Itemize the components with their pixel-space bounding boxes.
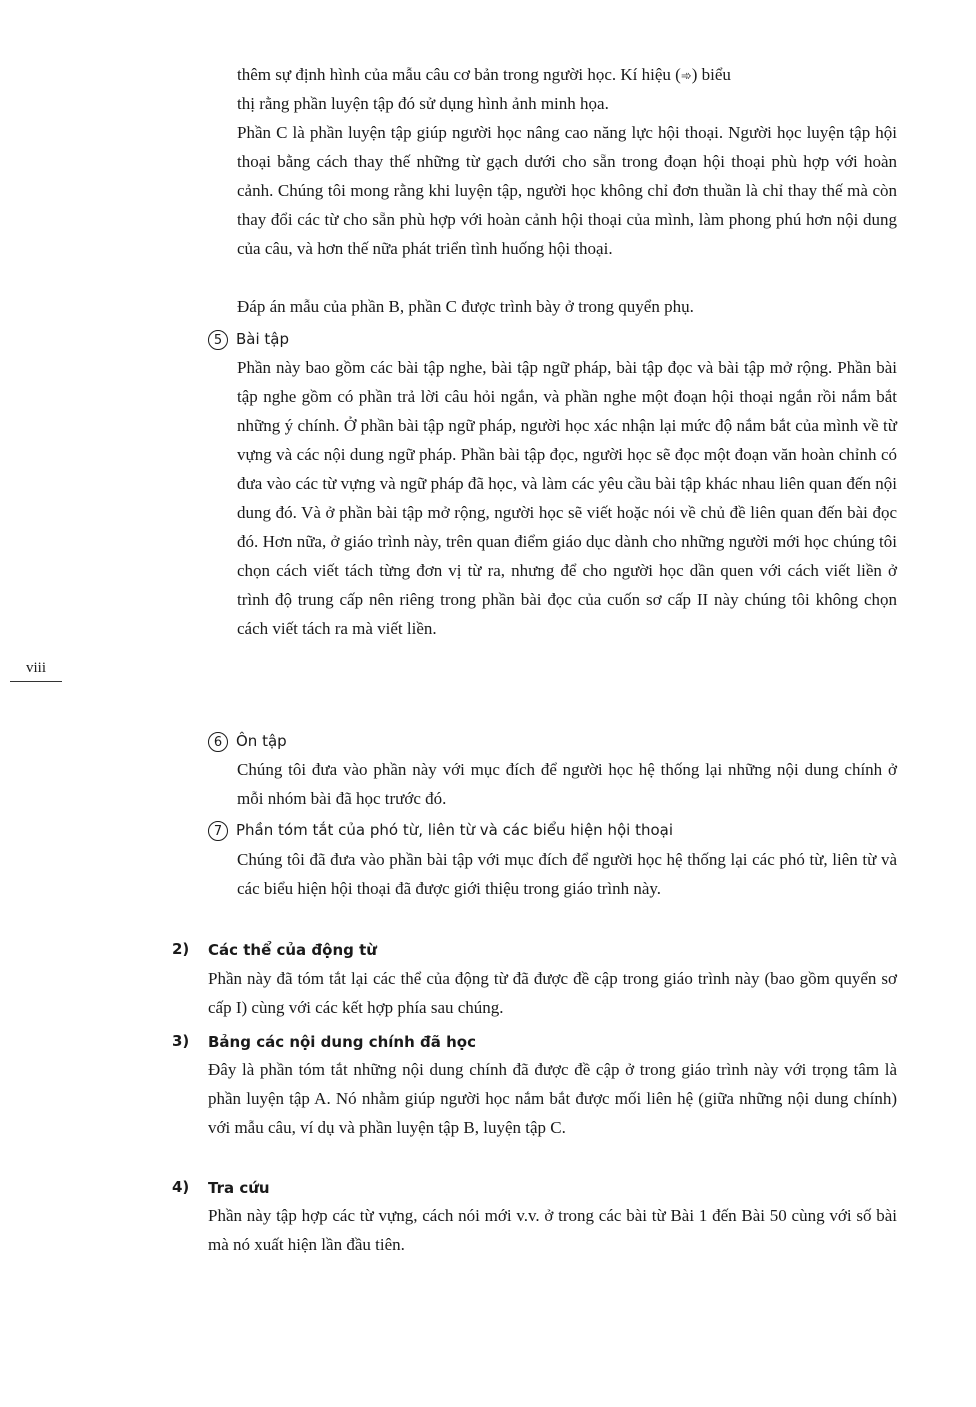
item-6-title: Ôn tập — [236, 732, 287, 750]
circled-number-5: 5 — [208, 330, 228, 350]
item-6-body: Chúng tôi đưa vào phần này với mục đích để người học hệ thống lại những nội dung chính ở mỗi nhóm bài đã học trước đó. — [237, 760, 897, 808]
item-6-heading — [208, 731, 287, 752]
page-number-rule — [10, 681, 62, 682]
section-2-number: 2) — [172, 940, 190, 958]
intro-line-2: thị rằng phần luyện tập đó sử dụng hình ảnh minh họa. — [237, 94, 609, 113]
item-5-heading — [208, 329, 289, 350]
section-3-title: Bảng các nội dung chính đã học — [208, 1033, 476, 1051]
intro-line-1-tail: ) biểu — [691, 65, 731, 84]
illustration-arrow-icon: ➾ — [680, 68, 692, 83]
section-4-body: Phần này tập hợp các từ vựng, cách nói mới v.v. ở trong các bài từ Bài 1 đến Bài 50 cùng với số bài mà nó xuất hiện lần đầu tiên. — [208, 1206, 897, 1254]
intro-line-1 — [237, 60, 897, 90]
item-5-title: Bài tập — [236, 330, 290, 348]
section-2-title: Các thể của động từ — [208, 941, 377, 959]
page-number: viii — [26, 660, 47, 676]
paragraph-part-c: Phần C là phần luyện tập giúp người học nâng cao năng lực hội thoại. Người học luyện tập hội thoại bằng cách thay thế những từ gạch dưới cho sẵn trong đoạn hội thoại phù hợp với hoàn cảnh. Chúng tôi mong rằng khi luyện tập, người học không chỉ đơn thuần là chỉ thay thế mà còn thay đổi các từ cho sẵn phù hợp với hoàn cảnh hội thoại của mình, làm phong phú hơn nội dung của câu, và hơn thế nữa phát triển tình huống hội thoại. — [237, 123, 897, 258]
circled-number-6: 6 — [208, 732, 228, 752]
circled-number-7: 7 — [208, 821, 228, 841]
item-5-body: Phần này bao gồm các bài tập nghe, bài tập ngữ pháp, bài tập đọc và bài tập mở rộng. Phần bài tập nghe gồm có phần trả lời câu hỏi ngắn, và phần nghe một đoạn hội thoại ngắn rồi nắm bắt những ý chính. Ở phần bài tập ngữ pháp, người học xác nhận lại mức độ nắm bắt của mình về từ vựng và các nội dung ngữ pháp. Phần bài tập đọc, người học sẽ đọc một đoạn văn hoàn chỉnh có đưa vào các từ vựng và ngữ pháp đã học, và làm các yêu cầu bài tập khác nhau liên quan đến nội dung đó. Và ở phần bài tập mở rộng, người học sẽ viết hoặc nói về chủ đề liên quan đến bài đọc đó. Hơn nữa, ở giáo trình này, trên quan điểm giáo dục dành cho những người mới học chúng tôi chọn cách viết tách từng đơn vị từ ra, nhưng để cho người học dần quen với cách viết liền ở trình độ trung cấp nên riêng trong phần bài đọc của cuốn sơ cấp II này chúng tôi không chọn cách viết tách ra mà viết liền. — [237, 358, 897, 638]
section-3-body: Đây là phần tóm tắt những nội dung chính đã được đề cập ở trong giáo trình này với trọng tâm là phần luyện tập A. Nó nhằm giúp người học nắm bắt được mối liên hệ (giữa những nội dung chính) với mẫu câu, ví dụ và phần luyện tập B, luyện tập C. — [208, 1060, 897, 1137]
item-7-title: Phần tóm tắt của phó từ, liên từ và các biểu hiện hội thoại — [236, 821, 673, 839]
section-3-number: 3) — [172, 1032, 190, 1050]
item-7-heading — [208, 820, 673, 841]
section-2-body: Phần này đã tóm tắt lại các thể của động từ đã được đề cập trong giáo trình này (bao gồm quyển sơ cấp I) cùng với các kết hợp phía sau chúng. — [208, 969, 897, 1017]
section-4-title: Tra cứu — [208, 1179, 270, 1197]
item-7-body: Chúng tôi đã đưa vào phần bài tập với mục đích để người học hệ thống lại các phó từ, liên từ và các biểu hiện hội thoại đã được giới thiệu trong giáo trình này. — [237, 850, 897, 898]
section-4-number: 4) — [172, 1178, 190, 1196]
intro-line-1-text: thêm sự định hình của mẫu câu cơ bản trong người học. Kí hiệu ( — [237, 65, 681, 84]
paragraph-answer-key: Đáp án mẫu của phần B, phần C được trình bày ở trong quyển phụ. — [237, 297, 694, 316]
